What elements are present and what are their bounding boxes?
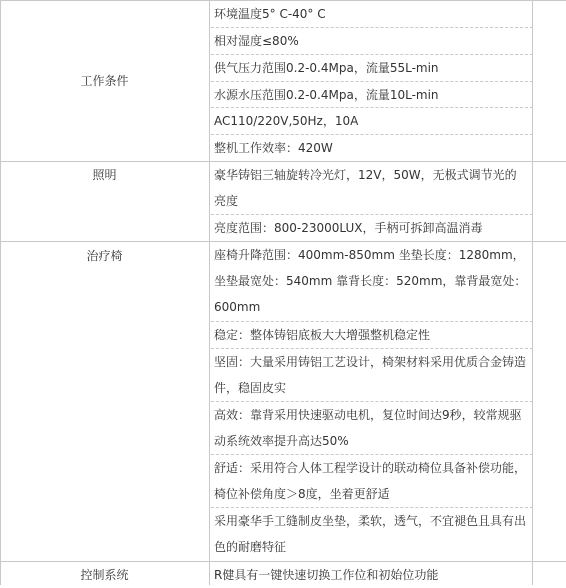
spec-ambient-temperature: 环境温度5° C-40° C <box>214 7 326 21</box>
spec-air-supply-pressure: 供气压力范围0.2-0.4Mpa，流量55L-min <box>214 61 439 75</box>
spec-lamp: 豪华铸铝三轴旋转冷光灯，12V，50W，无极式调节光的亮度 <box>214 168 517 208</box>
spec-durability: 坚固：大量采用铸铝工艺设计，椅架材料采用优质合金铸造件，稳固皮实 <box>214 355 527 395</box>
spec-water-pressure: 水源水压范围0.2-0.4Mpa，流量10L-min <box>214 88 439 102</box>
spec-efficiency: 高效：靠背采用快速驱动电机，复位时间达9秒，较常规驱动系统效率提升高达50% <box>214 408 522 448</box>
spec-brightness-range: 亮度范围：800-23000LUX，手柄可拆卸高温消毒 <box>214 221 483 235</box>
column-divider-label <box>209 0 210 585</box>
spec-power-consumption: 整机工作效率：420W <box>214 141 333 155</box>
spec-seat-dimensions: 座椅升降范围：400mm-850mm 坐垫长度：1280mm，坐垫最宽处：540mm 靠背长度：520mm，靠背最宽处：600mm <box>214 248 527 314</box>
spec-comfort: 舒适：采用符合人体工程学设计的联动椅位具备补偿功能，椅位补偿角度＞8度，坐着更舒适 <box>214 461 527 501</box>
section-label-working-conditions: 工作条件 <box>80 74 129 88</box>
section-label-treatment-chair: 治疗椅 <box>86 249 123 263</box>
section-label-lighting: 照明 <box>92 168 117 182</box>
spec-stability: 稳定：整体铸铝底板大大增强整机稳定性 <box>214 328 431 342</box>
section-label-control-system: 控制系统 <box>80 568 129 582</box>
spec-seat-cushion: 采用豪华手工缝制皮坐垫，柔软，透气，不宜褪色且具有出色的耐磨特征 <box>214 514 527 554</box>
spec-power-supply: AC110/220V,50Hz，10A <box>214 114 359 128</box>
spec-relative-humidity: 相对湿度≤80% <box>214 34 299 48</box>
spec-one-key-switch: R健具有一键快速切换工作位和初始位功能 <box>214 568 439 582</box>
column-divider-extra <box>532 0 533 585</box>
